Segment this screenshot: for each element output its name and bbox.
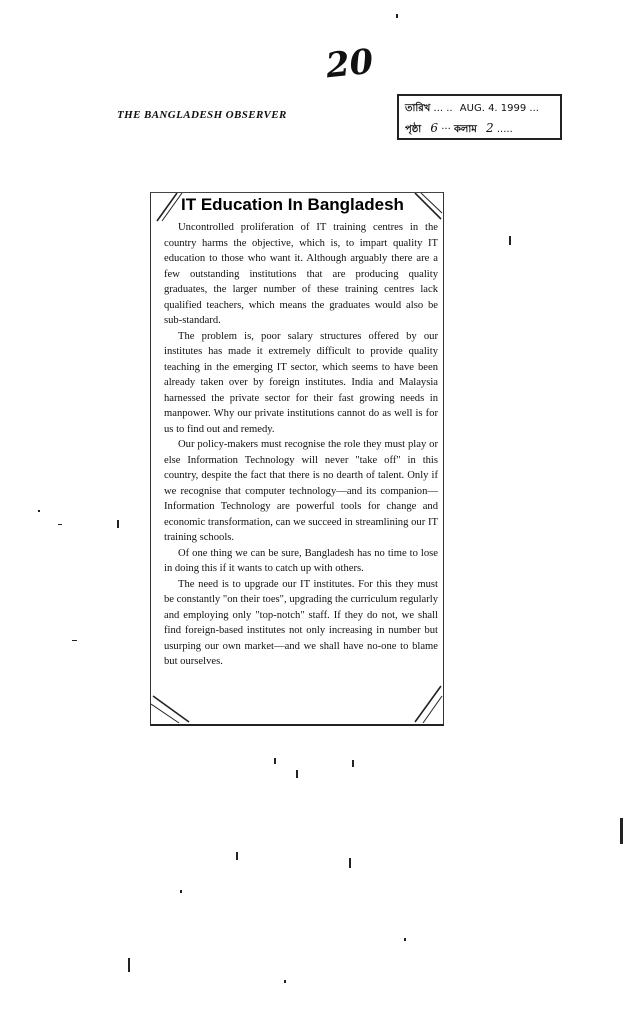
page-number: 20 [324,41,376,87]
scan-speck [117,520,119,528]
scan-speck [509,236,511,245]
article-body [164,220,438,670]
scan-speck [180,890,182,893]
scan-speck [128,958,130,972]
scan-speck [236,852,238,860]
article-title: IT Education In Bangladesh [181,195,404,214]
article-paragraph: Uncontrolled proliferation of IT training centres in the country harms the objective, which is, to impart quality IT education to those who want it. Although arguably there are a few outstanding institutions that are producing quality graduates, the larger number of these training centres lack qualified teachers, which means the graduates would also be sub-standard. [164,222,438,326]
article-paragraph: The problem is, poor salary structures offered by our institutes has made it extremely difficult to provide quality teaching in the emerging IT sector, which seems to have been already taken over by foreign institutes. India and Malaysia harnessed the private sector for their fast growing needs in manpower. Why our private institutions cannot do as well is for us to find out and remedy. [164,330,438,435]
stamp-column-value: 2 [486,121,494,135]
scan-speck [396,14,398,18]
newspaper-clipping [150,192,444,726]
scan-speck [58,524,62,525]
stamp-date-row: তারিখ ... .. AUG. 4. 1999 ... [405,103,539,114]
scan-speck [284,980,286,983]
scan-speck [352,760,354,767]
scan-speck [404,938,406,941]
scan-speck [274,758,276,764]
date-stamp [397,94,562,140]
stamp-page-row: পৃষ্ঠা 6 ··· কলাম 2 ..... [405,121,513,135]
stamp-date-label: তারিখ [405,103,431,114]
scan-speck [72,640,77,641]
stamp-date-value: AUG. 4. 1999 [459,103,527,114]
clip-corner-mark-bottom-right [409,684,443,724]
article-paragraph: Of one thing we can be sure, Bangladesh has no time to lose in doing this if it wants to catch up with others. [164,547,438,574]
scan-speck [620,818,623,844]
clip-corner-mark-bottom-left [151,694,191,724]
newspaper-masthead: THE BANGLADESH OBSERVER [117,109,287,121]
scan-speck [296,770,298,778]
stamp-page-value: 6 [430,121,439,135]
stamp-column-label: কলাম [453,124,477,135]
scan-speck [38,510,40,512]
stamp-page-label: পৃষ্ঠা [405,124,422,135]
article-paragraph: The need is to upgrade our IT institutes. For this they must be constantly "on their toes", upgrading the curriculum regularly and employing only "top-notch" staff. If they do not, we shall find foreign-based institutes not only increasing in number but usurping our own market—and we shall have no-one to blame but ourselves. [164,578,438,667]
article-paragraph: Our policy-makers must recognise the role they must play or else Information Technology will never "take off" in this country, despite the fact that there is no dearth of talent. Only if we recognise that computer technology—and its companion—Information Technology are powerful tools for change and economic transformation, can we succeed in streamlining our IT training schools. [164,439,438,543]
scan-speck [349,858,351,868]
